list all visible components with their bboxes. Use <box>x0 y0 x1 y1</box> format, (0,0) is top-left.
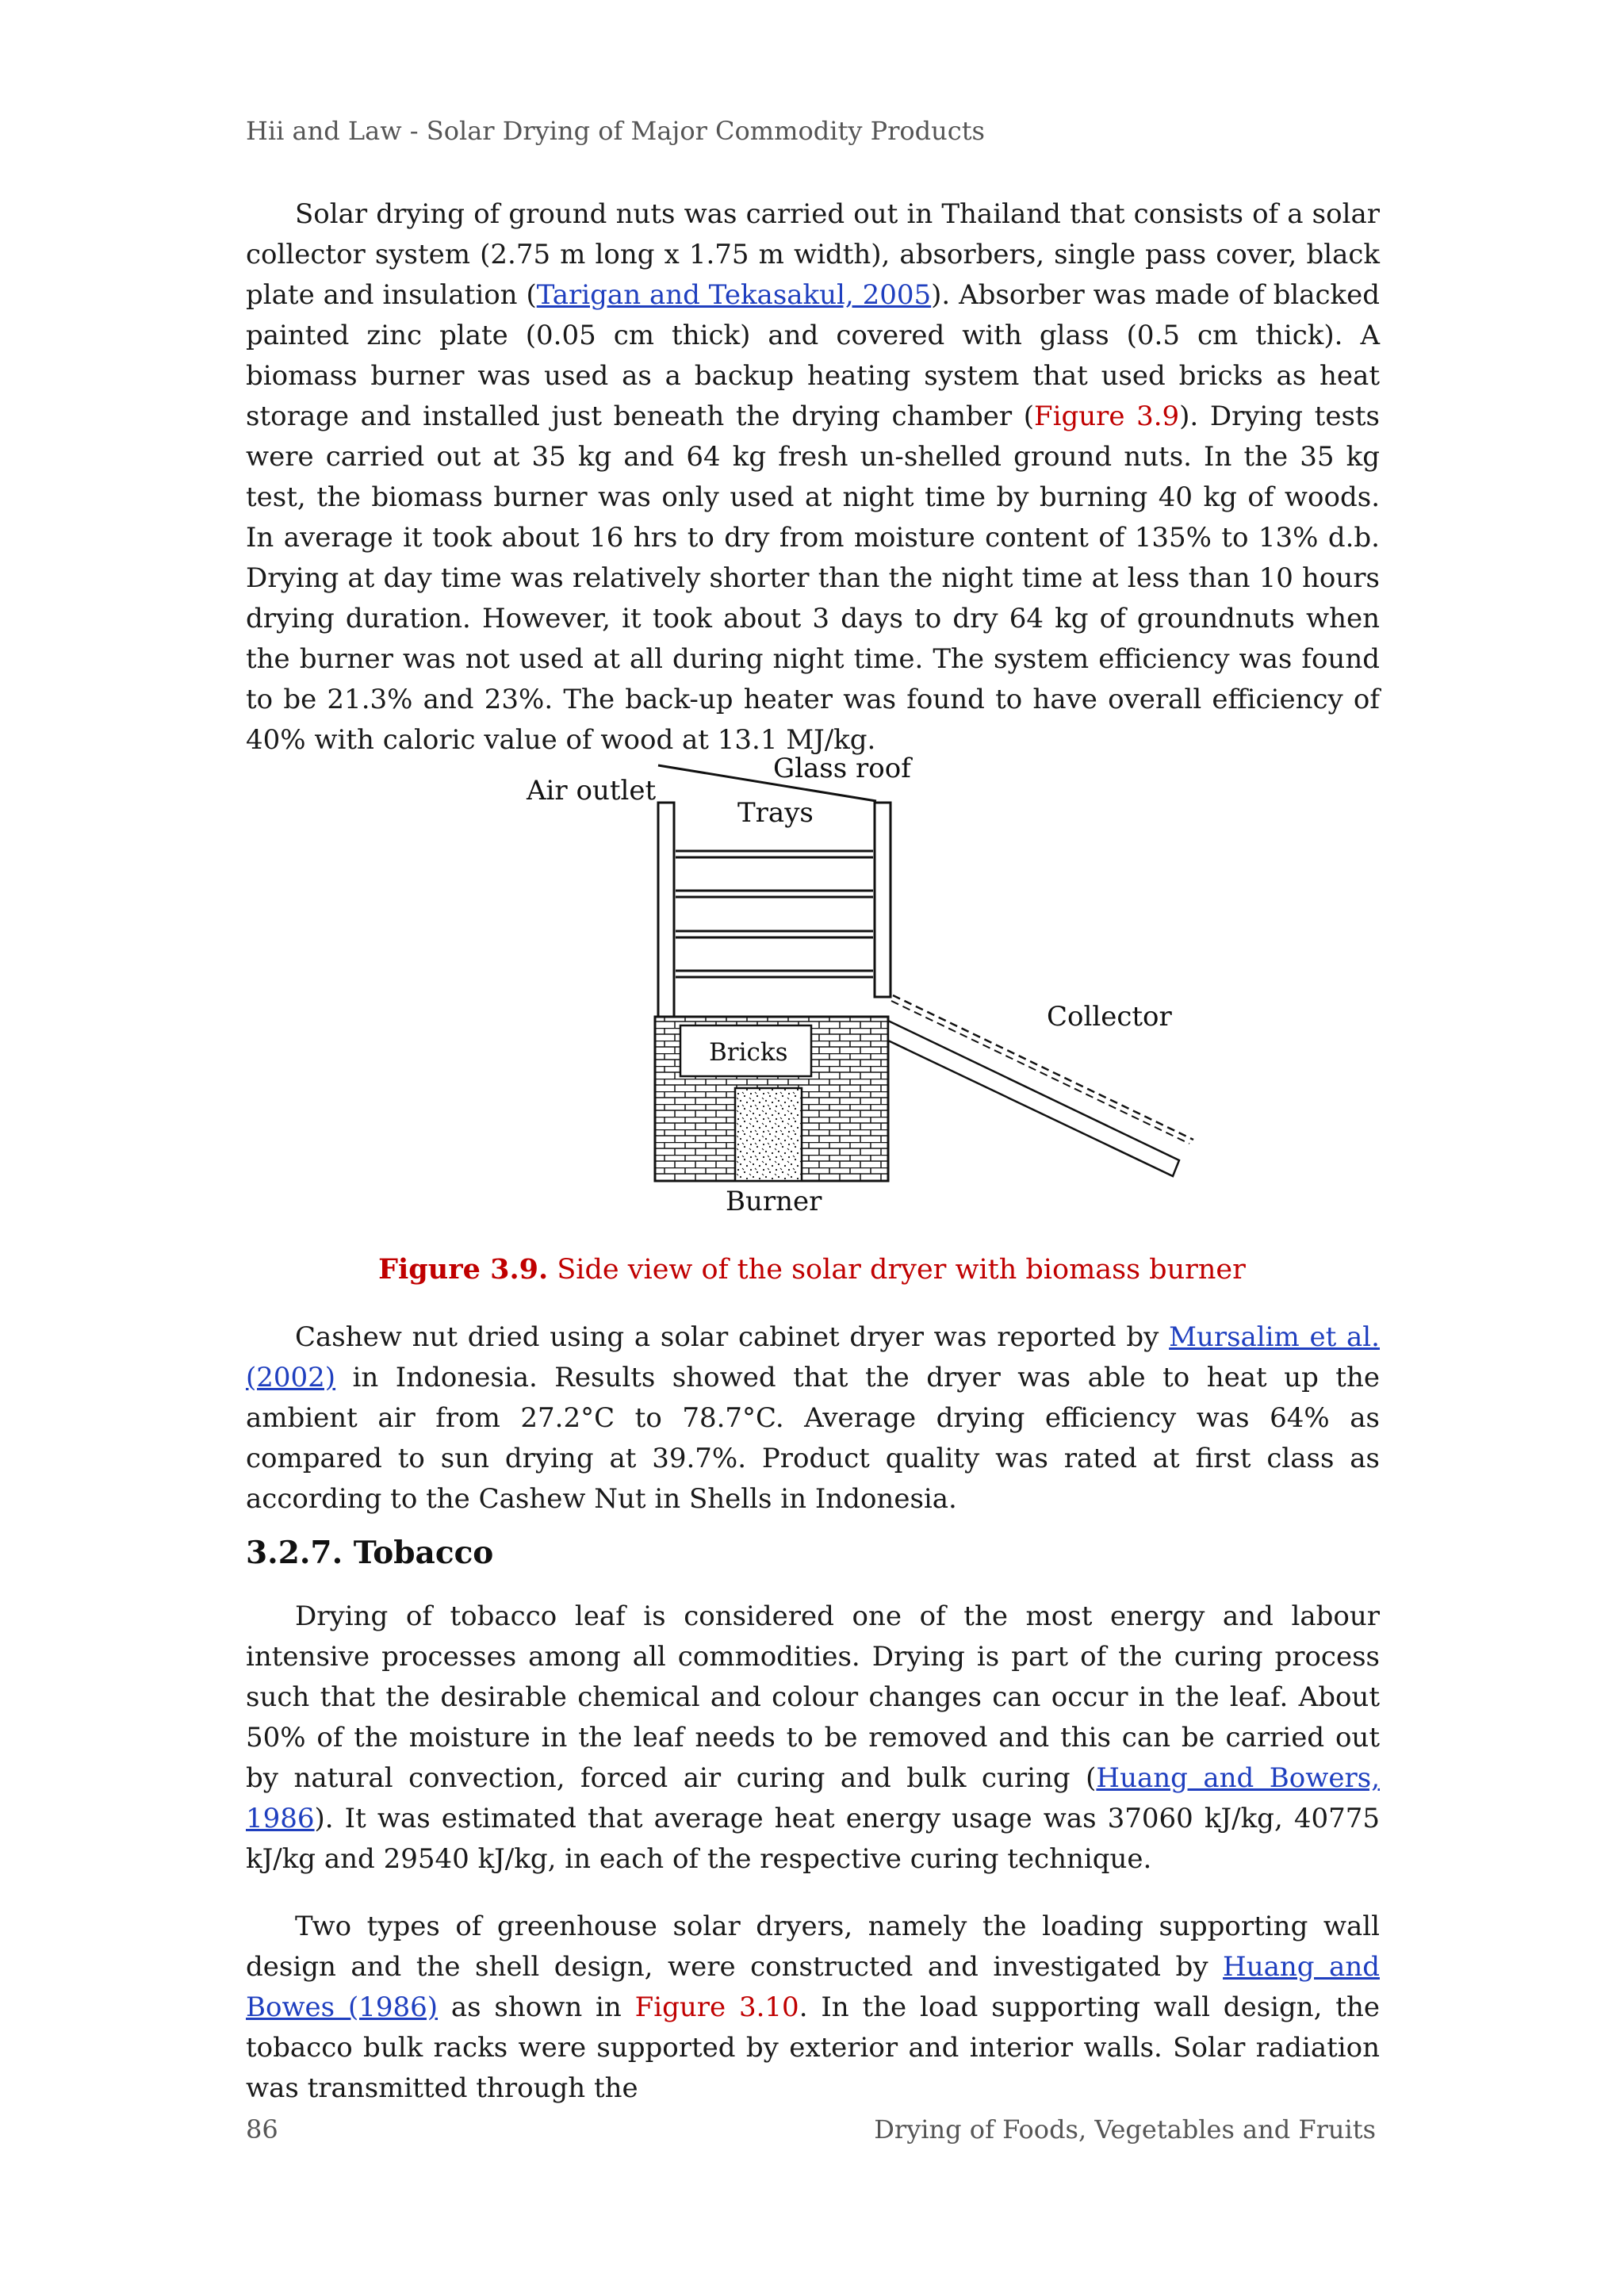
para2-text-1: Cashew nut dried using a solar cabinet dryer was reported by <box>295 1321 1170 1353</box>
figure-ref-3-10[interactable]: Figure 3.10 <box>634 1991 799 2023</box>
label-collector: Collector <box>1047 1001 1172 1033</box>
para3-text-2: ). It was estimated that average heat energy usage was 37060 kJ/kg, 40775 kJ/kg and 29540 kJ/kg, in each of the respective curing technique. <box>246 1803 1380 1875</box>
citation-link-mursalim[interactable]: Mursalim et al. (2002) <box>246 1321 1380 1393</box>
solar-dryer-diagram <box>508 746 1221 1221</box>
burner-chamber <box>735 1088 802 1181</box>
book-title: Drying of Foods, Vegetables and Fruits <box>874 2114 1376 2145</box>
citation-link-tarigan[interactable]: Tarigan and Tekasakul, 2005 <box>536 279 932 311</box>
para1-text-3: ). Drying tests were carried out at 35 kg and 64 kg fresh un-shelled ground nuts. In the 35 kg test, the biomass burner was only used at night time by burning 40 kg of woods. In average it took about 16 hrs to dry from moisture content of 135% to 13% d.b. Drying at day time was relatively shorter than the night time at less than 10 hours drying duration. However, it took about 3 days to dry 64 kg of groundnuts when the burner was not used at all during night time. The system efficiency was found to be 21.3% and 23%. The back-up heater was found to have overall efficiency of 40% with caloric value of wood at 13.1 MJ/kg. <box>246 401 1380 756</box>
right-wall <box>875 803 891 997</box>
caption-text: Side view of the solar dryer with biomass burner <box>548 1254 1246 1286</box>
para4-text-2: as shown in <box>438 1991 635 2023</box>
label-bricks: Bricks <box>709 1038 788 1067</box>
label-air-outlet: Air outlet <box>527 775 657 807</box>
paragraph-cashew <box>246 1317 1380 1520</box>
para4-text-3: . In the load supporting wall design, the tobacco bulk racks were supported by exterior and interior walls. Solar radiation was transmitted through the <box>246 1991 1380 2104</box>
figure-ref-3-9[interactable]: Figure 3.9 <box>1033 401 1180 432</box>
running-head: Hii and Law - Solar Drying of Major Commodity Products <box>246 116 985 146</box>
caption-label: Figure 3.9. <box>378 1253 549 1286</box>
label-glass-roof: Glass roof <box>773 753 911 784</box>
para4-text-1: Two types of greenhouse solar dryers, namely the loading supporting wall design and the shell design, were constructed and investigated by <box>246 1911 1380 1983</box>
section-title-tobacco: 3.2.7. Tobacco <box>246 1535 494 1571</box>
left-wall <box>658 803 674 1017</box>
paragraph-tobacco <box>246 1596 1380 1880</box>
page-number: 86 <box>246 2114 278 2145</box>
citation-link-huang-bowes[interactable]: Huang and Bowes (1986) <box>246 1951 1380 2023</box>
para3-text-1: Drying of tobacco leaf is considered one of the most energy and labour intensive processes among all commodities. Drying is part of the curing process such that the desirable chemical and colour changes can occur in the leaf. About 50% of the moisture in the leaf needs to be removed and this can be carried out by natural convection, forced air curing and bulk curing ( <box>246 1600 1380 1794</box>
label-trays: Trays <box>737 797 814 829</box>
citation-link-huang-bowers[interactable]: Huang and Bowers, 1986 <box>246 1762 1380 1834</box>
para1-text-2: ). Absorber was made of blacked painted zinc plate (0.05 cm thick) and covered with glass (0.5 cm thick). A biomass burner was used as a backup heating system that used bricks as heat storage and installed just beneath the drying chamber ( <box>246 279 1381 432</box>
label-burner: Burner <box>726 1186 822 1217</box>
collector-panel <box>888 1021 1179 1176</box>
para1-text-1: Solar drying of ground nuts was carried out in Thailand that consists of a solar collector system (2.75 m long x 1.75 m width), absorbers, single pass cover, black plate and insulation ( <box>246 198 1380 311</box>
paragraph-greenhouse <box>246 1907 1380 2109</box>
para2-text-2: in Indonesia. Results showed that the dryer was able to heat up the ambient air from 27.2°C to 78.7°C. Average drying efficiency was 64% as compared to sun drying at 39.7%. Product quality was rated at first class as according to the Cashew Nut in Shells in Indonesia. <box>246 1362 1380 1515</box>
figure-caption <box>0 1253 1624 1286</box>
trays <box>676 851 873 977</box>
paragraph-groundnuts <box>246 194 1380 761</box>
